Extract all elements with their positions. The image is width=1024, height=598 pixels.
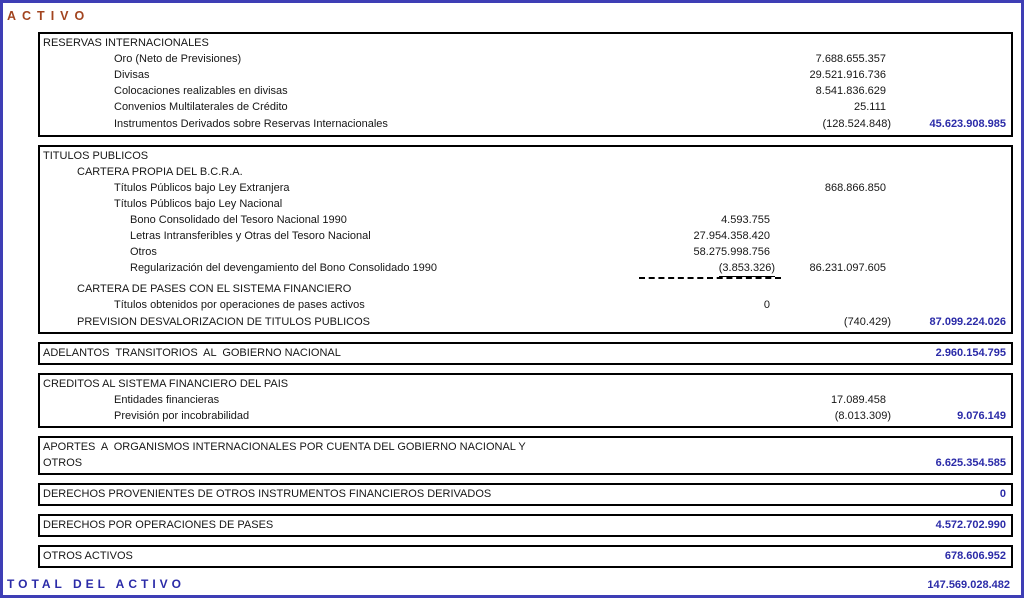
line-item-row (40, 83, 1011, 99)
section-otros-activos (38, 545, 1013, 568)
amount-subtotal: (128.524.848) (822, 118, 891, 130)
amount-subtotal: 29.521.916.736 (809, 69, 886, 81)
amount-inner: 27.954.358.420 (693, 230, 770, 242)
line-item-label: Bono Consolidado del Tesoro Nacional 1990 (130, 214, 347, 226)
amount-subtotal: 86.231.097.605 (809, 262, 886, 274)
section-header (40, 376, 1011, 392)
section-header (40, 517, 1011, 533)
grand-total-label: TOTAL DEL ACTIVO (7, 577, 186, 591)
section-header-label: OTROS (43, 457, 83, 469)
grand-total-row (7, 577, 1010, 591)
line-item-row (40, 281, 1011, 297)
line-item-label: Otros (130, 246, 157, 258)
line-item-row (40, 314, 1011, 330)
line-item-label: Regularización del devengamiento del Bono Consolidado 1990 (130, 262, 437, 274)
section-header (40, 486, 1011, 502)
section-header (40, 148, 1011, 164)
line-item-row (40, 212, 1011, 228)
line-item-label: Letras Intransferibles y Otras del Tesoro Nacional (130, 230, 371, 242)
section-header-label: DERECHOS PROVENIENTES DE OTROS INSTRUMENTOS FINANCIEROS DERIVADOS (43, 488, 492, 500)
line-item-label: Convenios Multilaterales de Crédito (114, 101, 288, 113)
line-item-label: CARTERA DE PASES CON EL SISTEMA FINANCIERO (77, 283, 352, 295)
line-item-row (40, 196, 1011, 212)
line-item-row (40, 244, 1011, 260)
dashed-rule (639, 277, 781, 279)
section-titulos-publicos (38, 145, 1013, 334)
amount-inner: 4.593.755 (721, 214, 770, 226)
line-item-row (40, 51, 1011, 67)
line-item-row (40, 99, 1011, 116)
amount-subtotal: (740.429) (843, 316, 891, 328)
section-header-line1 (40, 439, 1011, 455)
section-header-label: OTROS ACTIVOS (43, 550, 133, 562)
amount-subtotal: 25.111 (853, 101, 886, 113)
line-item-label: PREVISION DESVALORIZACION DE TITULOS PUBLICOS (77, 316, 370, 328)
section-header (40, 345, 1011, 361)
line-item-label: Entidades financieras (114, 394, 220, 406)
sections-container (38, 32, 1013, 568)
line-item-label: Títulos Públicos bajo Ley Nacional (114, 198, 283, 210)
section-header (40, 548, 1011, 564)
line-item-row (40, 228, 1011, 244)
section-total: 678.606.952 (944, 550, 1006, 562)
grand-total-value: 147.569.028.482 (927, 579, 1010, 591)
section-derechos-pases (38, 514, 1013, 537)
line-item-label: Divisas (114, 69, 150, 81)
line-item-label: Oro (Neto de Previsiones) (114, 53, 242, 65)
line-item-label: Títulos obtenidos por operaciones de pases activos (114, 299, 365, 311)
line-item-row (40, 164, 1011, 180)
line-item-label: Instrumentos Derivados sobre Reservas Internacionales (114, 118, 388, 130)
section-header-label: APORTES A ORGANISMOS INTERNACIONALES POR CUENTA DEL GOBIERNO NACIONAL Y (43, 441, 526, 453)
section-header-label: TITULOS PUBLICOS (43, 150, 149, 162)
line-item-label: Previsión por incobrabilidad (114, 410, 250, 422)
line-item-row (40, 297, 1011, 314)
section-total: 2.960.154.795 (935, 347, 1006, 359)
line-item-row (40, 116, 1011, 133)
line-item-row (40, 67, 1011, 83)
line-item-row (40, 392, 1011, 408)
line-item-row (40, 260, 1011, 276)
section-aportes-organismos (38, 436, 1013, 475)
section-header-line2 (40, 455, 1011, 471)
section-reservas-internacionales (38, 32, 1013, 137)
amount-subtotal: 8.541.836.629 (815, 85, 886, 97)
section-adelantos-transitorios (38, 342, 1013, 365)
line-item-label: CARTERA PROPIA DEL B.C.R.A. (77, 166, 243, 178)
amount-subtotal: (8.013.309) (834, 410, 891, 422)
section-total: 87.099.224.026 (929, 316, 1006, 328)
section-total: 6.625.354.585 (935, 457, 1006, 469)
section-total: 0 (999, 488, 1006, 500)
section-header-label: CREDITOS AL SISTEMA FINANCIERO DEL PAIS (43, 378, 289, 390)
amount-subtotal: 7.688.655.357 (815, 53, 886, 65)
amount-inner: (3.853.326) (719, 260, 775, 277)
section-header-label: ADELANTOS TRANSITORIOS AL GOBIERNO NACIONAL (43, 347, 341, 359)
amount-subtotal: 868.866.850 (824, 182, 886, 194)
section-total: 4.572.702.990 (935, 519, 1006, 531)
section-header-label: DERECHOS POR OPERACIONES DE PASES (43, 519, 274, 531)
page-title: ACTIVO (7, 9, 91, 23)
line-item-row (40, 408, 1011, 424)
section-total: 45.623.908.985 (929, 118, 1006, 130)
section-total: 9.076.149 (957, 410, 1006, 422)
section-creditos-sistema-financiero (38, 373, 1013, 428)
section-derechos-derivados (38, 483, 1013, 506)
amount-inner: 58.275.998.756 (693, 246, 770, 258)
line-item-label: Títulos Públicos bajo Ley Extranjera (114, 182, 290, 194)
amount-subtotal: 17.089.458 (830, 394, 886, 406)
line-item-label: Colocaciones realizables en divisas (114, 85, 288, 97)
amount-inner: 0 (763, 299, 770, 311)
section-header (40, 35, 1011, 51)
section-header-label: RESERVAS INTERNACIONALES (43, 37, 209, 49)
line-item-row (40, 180, 1011, 196)
